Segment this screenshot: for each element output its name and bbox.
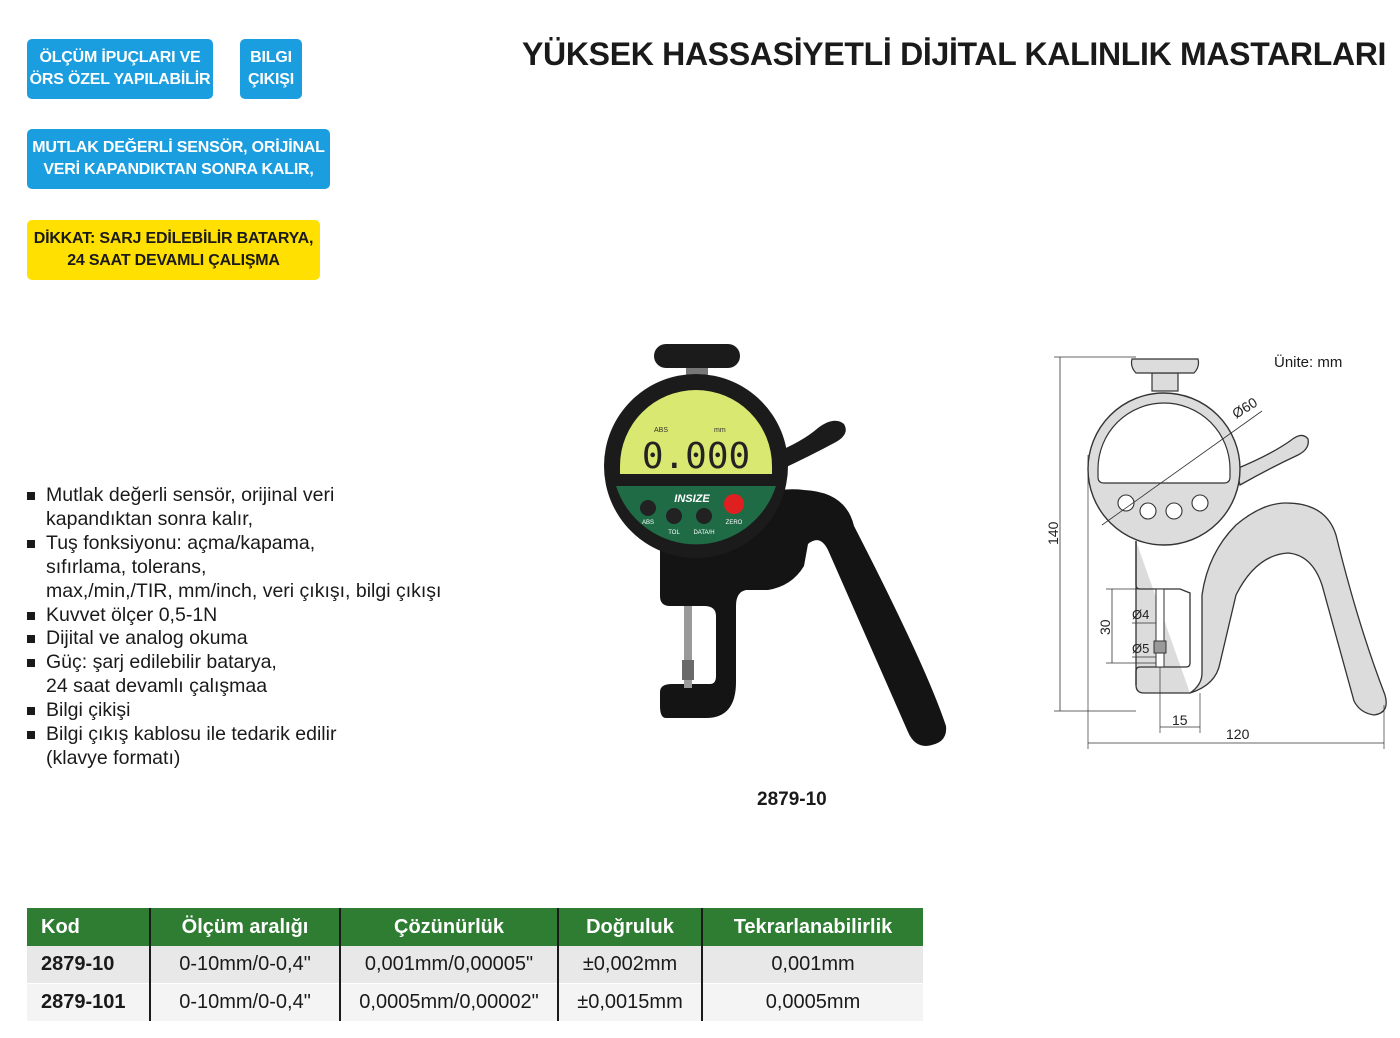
drawing-tip: [1154, 641, 1166, 653]
table-cell: 0,0005mm: [702, 984, 923, 1022]
badge-line: ÇIKIŞI: [248, 71, 294, 88]
badge-line: DİKKAT: SARJ EDİLEBİLİR BATARYA,: [33, 230, 314, 247]
table-cell: ±0,002mm: [558, 946, 702, 984]
badge-absolute-sensor: [27, 129, 330, 189]
table-row: [27, 946, 923, 984]
display-unit-label: mm: [714, 427, 726, 434]
tol-button: [666, 508, 682, 524]
badge-custom-tips: [27, 39, 213, 99]
drawing-button: [1118, 495, 1134, 511]
feature-line: Dijital ve analog okuma: [46, 627, 248, 650]
tol-button-label: TOL: [668, 530, 680, 536]
drawing-lever: [1236, 435, 1308, 485]
badge-line: ÖLÇÜM İPUÇLARI VE: [39, 49, 201, 66]
badge-line: BILGI: [250, 49, 292, 66]
feature-line: Bilgi çikişi: [46, 699, 131, 722]
table-cell: 0,001mm/0,00005": [340, 946, 558, 984]
drawing-plunger: [1156, 589, 1164, 667]
header-resolution: Çözünürlük: [340, 908, 558, 946]
data-button-label: DATA/H: [693, 530, 715, 536]
display-value: 0.000: [641, 436, 751, 477]
badge-line: 24 SAAT DEVAMLI ÇALIŞMA: [67, 252, 280, 269]
badge-line: MUTLAK DEĞERLİ SENSÖR, ORİJİNAL: [32, 139, 325, 156]
drawing-knob: [1132, 359, 1199, 373]
feature-item: [26, 604, 441, 628]
dim-diameter: Ø60: [1229, 393, 1261, 422]
drawing-button: [1140, 503, 1156, 519]
drawing-knob-stem: [1152, 373, 1178, 391]
badge-data-output: [240, 39, 302, 99]
feature-item: [26, 627, 441, 651]
feature-line: kapandıktan sonra kalır,: [46, 507, 254, 530]
table-row: [27, 984, 923, 1022]
feature-line: sıfırlama, tolerans,: [46, 555, 207, 578]
dim-120: 120: [1226, 726, 1250, 742]
page-title: YÜKSEK HASSASİYETLİ DİJİTAL KALINLIK MASTARLARI: [522, 36, 1387, 72]
dim-15: 15: [1172, 712, 1188, 728]
feature-line: Güç: şarj edilebilir batarya,: [46, 651, 277, 674]
table-cell: ±0,0015mm: [558, 984, 702, 1022]
gauge-knob: [654, 344, 740, 368]
drawing-button: [1166, 503, 1182, 519]
header-accuracy: Doğruluk: [558, 908, 702, 946]
zero-button: [724, 494, 744, 514]
dim-height: 140: [1045, 521, 1061, 545]
table-header-row: [27, 908, 923, 946]
feature-line: Kuvvet ölçer 0,5-1N: [46, 603, 218, 626]
technical-drawing: [1040, 345, 1396, 755]
spec-table: [27, 908, 923, 1021]
badge-line: VERİ KAPANDIKTAN SONRA KALIR,: [43, 161, 314, 178]
brand-label: INSIZE: [674, 493, 710, 505]
zero-button-label: ZERO: [725, 520, 743, 526]
drawing-button: [1192, 495, 1208, 511]
feature-item: [26, 532, 441, 604]
feature-line: Mutlak değerli sensör, orijinal veri: [46, 484, 335, 506]
header-range: Ölçüm aralığı: [150, 908, 340, 946]
feature-item: [26, 651, 441, 699]
abs-button-label: ABS: [641, 520, 655, 526]
table-cell: 0-10mm/0-0,4": [150, 946, 340, 984]
gauge-tip: [682, 660, 694, 680]
feature-line: (klavye formatı): [46, 746, 181, 769]
table-cell: 2879-101: [27, 984, 150, 1022]
dim-d4: Ø4: [1132, 607, 1150, 622]
feature-list: [26, 484, 441, 771]
badge-line: ÖRS ÖZEL YAPILABİLİR: [29, 71, 211, 88]
feature-line: Bilgi çıkış kablosu ile tedarik edilir: [46, 723, 337, 746]
dim-d5: Ø5: [1132, 641, 1150, 656]
feature-line: Tuş fonksiyonu: açma/kapama,: [46, 531, 316, 554]
unit-label: Ünite: mm: [1274, 354, 1343, 371]
header-kod: Kod: [27, 908, 150, 946]
table-cell: 0,0005mm/0,00002": [340, 984, 558, 1022]
display-abs-label: ABS: [654, 427, 669, 434]
dim-depth: 30: [1097, 619, 1113, 635]
table-cell: 0,001mm: [702, 946, 923, 984]
abs-button: [640, 500, 656, 516]
header-repeatability: Tekrarlanabilirlik: [702, 908, 923, 946]
feature-item: [26, 484, 441, 532]
badge-battery-warning: [27, 220, 320, 280]
feature-item: [26, 699, 441, 723]
data-button: [696, 508, 712, 524]
table-cell: 0-10mm/0-0,4": [150, 984, 340, 1022]
feature-line: 24 saat devamlı çalışmaa: [46, 675, 268, 698]
product-image: [596, 336, 956, 756]
feature-item: [26, 723, 441, 771]
product-caption: 2879-10: [757, 789, 827, 810]
feature-line: max,/min,/TIR, mm/inch, veri çıkışı, bilgi çıkışı: [46, 579, 442, 602]
table-cell: 2879-10: [27, 946, 150, 984]
